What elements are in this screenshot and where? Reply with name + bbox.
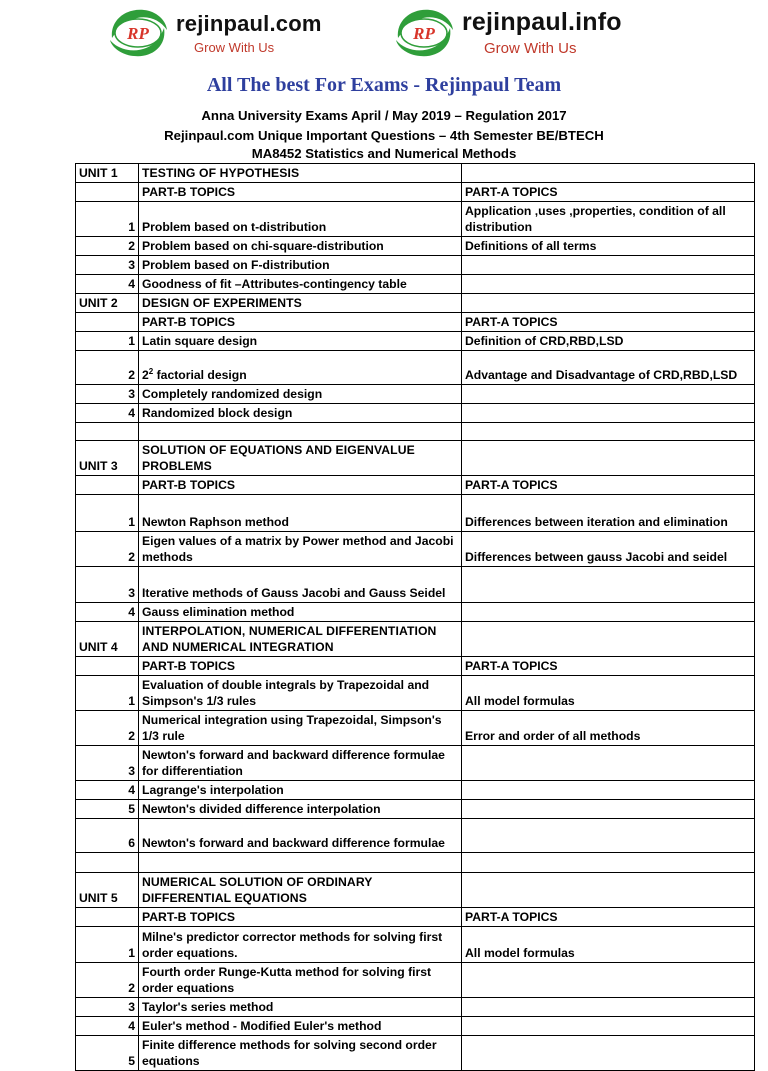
row-number-cell xyxy=(76,313,139,332)
row-number-cell xyxy=(76,183,139,202)
part-a-topic-cell xyxy=(462,567,755,603)
logo-rejinpaul-com xyxy=(104,4,322,62)
topic-row xyxy=(76,237,755,256)
unit-row xyxy=(76,294,755,313)
row-number-cell: UNIT 4 xyxy=(76,622,139,657)
section-header-row xyxy=(76,183,755,202)
topics-table xyxy=(75,163,755,1071)
section-header-row xyxy=(76,908,755,927)
part-a-topic-cell: PART-A TOPICS xyxy=(462,183,755,202)
subject-line: MA8452 Statistics and Numerical Methods xyxy=(251,146,517,161)
part-b-topic-cell: Taylor's series method xyxy=(139,998,462,1017)
part-a-topic-cell xyxy=(462,853,755,873)
logo-name: rejinpaul.com xyxy=(176,10,322,36)
exam-line: Anna University Exams April / May 2019 – Regulation 2017 xyxy=(201,108,567,123)
part-b-topic-cell: Newton's forward and backward difference formulae for differentiation xyxy=(139,746,462,781)
part-a-topic-cell: All model formulas xyxy=(462,927,755,963)
row-number-cell xyxy=(76,853,139,873)
row-number-cell: 4 xyxy=(76,404,139,423)
part-a-topic-cell: Advantage and Disadvantage of CRD,RBD,LSD xyxy=(462,351,755,385)
topic-row xyxy=(76,351,755,385)
part-b-topic-cell: Goodness of fit –Attributes-contingency table xyxy=(139,275,462,294)
part-a-topic-cell: PART-A TOPICS xyxy=(462,476,755,495)
questions-line: Rejinpaul.com Unique Important Questions – 4th Semester BE/BTECH xyxy=(164,128,604,143)
row-number-cell: 3 xyxy=(76,256,139,275)
part-b-topic-cell: Finite difference methods for solving second order equations xyxy=(139,1036,462,1071)
part-a-topic-cell xyxy=(462,1036,755,1071)
topic-row xyxy=(76,998,755,1017)
part-b-topic-cell xyxy=(139,853,462,873)
svg-text:RP: RP xyxy=(127,24,149,43)
row-number-cell: 1 xyxy=(76,495,139,532)
part-b-topic-cell: PART-B TOPICS xyxy=(139,908,462,927)
topic-row xyxy=(76,746,755,781)
row-number-cell: 2 xyxy=(76,711,139,746)
row-number-cell xyxy=(76,908,139,927)
part-a-topic-cell xyxy=(462,385,755,404)
topic-row xyxy=(76,819,755,853)
part-a-topic-cell xyxy=(462,164,755,183)
part-b-topic-cell: Euler's method - Modified Euler's method xyxy=(139,1017,462,1036)
topic-row xyxy=(76,927,755,963)
topic-row xyxy=(76,800,755,819)
part-b-topic-cell: $2^2$ factorial design xyxy=(139,351,462,385)
row-number-cell: 6 xyxy=(76,819,139,853)
rp-emblem-icon xyxy=(390,4,458,62)
part-b-topic-cell: Latin square design xyxy=(139,332,462,351)
part-b-topic-cell: PART-B TOPICS xyxy=(139,313,462,332)
logo-tagline: Grow With Us xyxy=(194,39,275,55)
topic-row xyxy=(76,1036,755,1071)
part-a-topic-cell: Differences between iteration and elimination xyxy=(462,495,755,532)
part-a-topic-cell xyxy=(462,873,755,908)
topic-row xyxy=(76,332,755,351)
row-number-cell: 4 xyxy=(76,1017,139,1036)
row-number-cell: 2 xyxy=(76,351,139,385)
topic-row xyxy=(76,495,755,532)
logo-rejinpaul-info xyxy=(390,4,622,62)
part-b-topic-cell: Randomized block design xyxy=(139,404,462,423)
row-number-cell: 3 xyxy=(76,385,139,404)
topic-row xyxy=(76,781,755,800)
row-number-cell xyxy=(76,476,139,495)
part-b-topic-cell: Fourth order Runge-Kutta method for solving first order equations xyxy=(139,963,462,998)
logo-tagline: Grow With Us xyxy=(484,40,577,57)
topic-row xyxy=(76,603,755,622)
section-header-row xyxy=(76,313,755,332)
row-number-cell: UNIT 1 xyxy=(76,164,139,183)
part-b-topic-cell: Problem based on F-distribution xyxy=(139,256,462,275)
part-a-topic-cell: Application ,uses ,properties, condition of all distribution xyxy=(462,202,755,237)
part-b-topic-cell: Numerical integration using Trapezoidal, Simpson's 1/3 rule xyxy=(139,711,462,746)
part-a-topic-cell xyxy=(462,441,755,476)
part-a-topic-cell: PART-A TOPICS xyxy=(462,313,755,332)
part-b-topic-cell xyxy=(139,423,462,441)
part-a-topic-cell: PART-A TOPICS xyxy=(462,908,755,927)
row-number-cell: 3 xyxy=(76,567,139,603)
part-b-topic-cell: PART-B TOPICS xyxy=(139,476,462,495)
part-a-topic-cell xyxy=(462,800,755,819)
topics-table-body xyxy=(76,164,755,1071)
part-a-topic-cell: Definition of CRD,RBD,LSD xyxy=(462,332,755,351)
row-number-cell: UNIT 5 xyxy=(76,873,139,908)
topic-row xyxy=(76,711,755,746)
unit-row xyxy=(76,873,755,908)
part-a-topic-cell xyxy=(462,781,755,800)
topic-row xyxy=(76,404,755,423)
row-number-cell: UNIT 3 xyxy=(76,441,139,476)
row-number-cell: 1 xyxy=(76,676,139,711)
row-number-cell: 2 xyxy=(76,532,139,567)
row-number-cell xyxy=(76,657,139,676)
row-number-cell: 4 xyxy=(76,275,139,294)
row-number-cell: UNIT 2 xyxy=(76,294,139,313)
part-b-topic-cell: Eigen values of a matrix by Power method and Jacobi methods xyxy=(139,532,462,567)
part-a-topic-cell: All model formulas xyxy=(462,676,755,711)
row-number-cell xyxy=(76,423,139,441)
part-b-topic-cell: TESTING OF HYPOTHESIS xyxy=(139,164,462,183)
row-number-cell: 1 xyxy=(76,927,139,963)
part-b-topic-cell: PART-B TOPICS xyxy=(139,657,462,676)
svg-text:RP: RP xyxy=(413,24,435,43)
part-b-topic-cell: Problem based on chi-square-distribution xyxy=(139,237,462,256)
topic-row xyxy=(76,385,755,404)
row-number-cell: 5 xyxy=(76,800,139,819)
topic-row xyxy=(76,567,755,603)
part-a-topic-cell xyxy=(462,998,755,1017)
topic-row xyxy=(76,963,755,998)
part-a-topic-cell: Differences between gauss Jacobi and seidel xyxy=(462,532,755,567)
part-b-topic-cell: Milne's predictor corrector methods for solving first order equations. xyxy=(139,927,462,963)
topic-row xyxy=(76,532,755,567)
part-b-topic-cell: Evaluation of double integrals by Trapezoidal and Simpson's 1/3 rules xyxy=(139,676,462,711)
part-b-topic-cell: INTERPOLATION, NUMERICAL DIFFERENTIATION AND NUMERICAL INTEGRATION xyxy=(139,622,462,657)
rp-emblem-icon xyxy=(104,4,172,62)
row-number-cell: 2 xyxy=(76,963,139,998)
unit-row xyxy=(76,622,755,657)
part-b-topic-cell: Gauss elimination method xyxy=(139,603,462,622)
part-b-topic-cell: Lagrange's interpolation xyxy=(139,781,462,800)
row-number-cell: 5 xyxy=(76,1036,139,1071)
part-a-topic-cell xyxy=(462,275,755,294)
part-b-topic-cell: Newton's divided difference interpolation xyxy=(139,800,462,819)
headline: All The best For Exams - Rejinpaul Team xyxy=(206,74,562,96)
part-b-topic-cell: Completely randomized design xyxy=(139,385,462,404)
part-a-topic-cell xyxy=(462,819,755,853)
topic-row xyxy=(76,1017,755,1036)
section-header-row xyxy=(76,657,755,676)
row-number-cell: 1 xyxy=(76,202,139,237)
part-a-topic-cell xyxy=(462,1017,755,1036)
topic-row xyxy=(76,202,755,237)
part-a-topic-cell: PART-A TOPICS xyxy=(462,657,755,676)
row-number-cell: 1 xyxy=(76,332,139,351)
spacer-row xyxy=(76,853,755,873)
logo-name: rejinpaul.info xyxy=(462,8,622,36)
topic-row xyxy=(76,275,755,294)
part-b-topic-cell: Newton Raphson method xyxy=(139,495,462,532)
topic-row xyxy=(76,676,755,711)
part-b-topic-cell: Problem based on t-distribution xyxy=(139,202,462,237)
part-b-topic-cell: PART-B TOPICS xyxy=(139,183,462,202)
part-a-topic-cell xyxy=(462,294,755,313)
part-a-topic-cell: Definitions of all terms xyxy=(462,237,755,256)
part-a-topic-cell xyxy=(462,746,755,781)
spacer-row xyxy=(76,423,755,441)
row-number-cell: 3 xyxy=(76,998,139,1017)
part-a-topic-cell xyxy=(462,603,755,622)
part-b-topic-cell: Iterative methods of Gauss Jacobi and Gauss Seidel xyxy=(139,567,462,603)
part-a-topic-cell xyxy=(462,622,755,657)
part-b-topic-cell: SOLUTION OF EQUATIONS AND EIGENVALUE PROBLEMS xyxy=(139,441,462,476)
part-a-topic-cell xyxy=(462,423,755,441)
topic-row xyxy=(76,256,755,275)
section-header-row xyxy=(76,476,755,495)
row-number-cell: 3 xyxy=(76,746,139,781)
part-a-topic-cell xyxy=(462,404,755,423)
unit-row xyxy=(76,164,755,183)
unit-row xyxy=(76,441,755,476)
row-number-cell: 4 xyxy=(76,603,139,622)
part-b-topic-cell: DESIGN OF EXPERIMENTS xyxy=(139,294,462,313)
part-b-topic-cell: NUMERICAL SOLUTION OF ORDINARY DIFFERENTIAL EQUATIONS xyxy=(139,873,462,908)
part-a-topic-cell: Error and order of all methods xyxy=(462,711,755,746)
part-a-topic-cell xyxy=(462,963,755,998)
part-a-topic-cell xyxy=(462,256,755,275)
row-number-cell: 4 xyxy=(76,781,139,800)
part-b-topic-cell: Newton's forward and backward difference formulae xyxy=(139,819,462,853)
row-number-cell: 2 xyxy=(76,237,139,256)
